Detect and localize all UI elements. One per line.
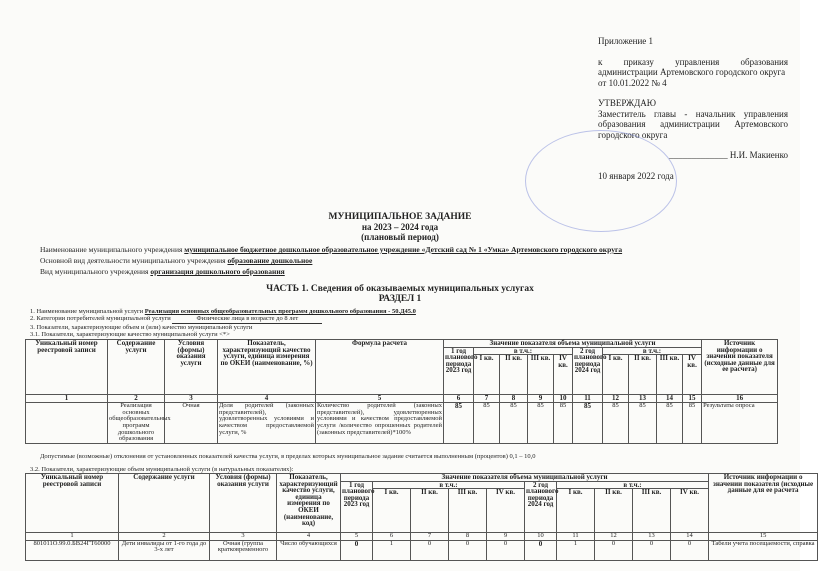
header-source: Источник информации о значении показателя (исходные данные для ее расчета (709, 474, 818, 533)
header-q2: II кв. (411, 489, 449, 533)
column-number: 5 (341, 533, 373, 541)
service-info (30, 308, 416, 339)
column-number: 6 (373, 533, 411, 541)
header-q1: I кв. (557, 489, 595, 533)
header-2024: 2 год планового периода 2024 год (573, 347, 603, 395)
column-number: 14 (671, 533, 709, 541)
cell-value: 85 (603, 403, 629, 444)
approver-signature: _____________ Н.И. Макиенко (669, 150, 788, 160)
activity-label: Основной вид деятельности муниципального учреждения (40, 256, 226, 265)
column-number: 7 (411, 533, 449, 541)
cell-value: 0 (595, 540, 633, 560)
cell-value: 0 (633, 540, 671, 560)
cell-value: 1 (373, 540, 411, 560)
cell-value: 1 (557, 540, 595, 560)
order-text: к приказу управления образования администрации Артемовского городского округа (598, 56, 788, 77)
column-number: 10 (554, 395, 573, 403)
section-3-2-heading: 3.2. Показатели, характеризующие объем муниципальной услуги (в натуральных показателях): (30, 466, 294, 473)
header-q2: II кв. (629, 355, 657, 395)
column-number: 15 (683, 395, 702, 403)
column-number: 1 (26, 533, 119, 541)
deviation-note: Допустимые (возможные) отклонения от установленных показателей качества услуги, в пределах которых муниципальное задание считается выполненным (процентов) 0,1 – 10,0 (40, 453, 536, 460)
cell-source: Табели учета посещаемости, справка (709, 540, 818, 560)
activity-line (40, 256, 312, 265)
column-number: 12 (595, 533, 633, 541)
column-number: 8 (500, 395, 528, 403)
order-date: от 10.01.2022 № 4 (598, 77, 667, 88)
cell-value: 0 (671, 540, 709, 560)
column-number: 4 (277, 533, 341, 541)
institution-name-line (40, 245, 622, 254)
header-incl-2023: в т.ч.: (373, 481, 525, 489)
cell-indicator: Число обучающихся (277, 540, 341, 560)
header-source: Источник информации о значении показателя (исходные данные для ее расчета) (702, 340, 778, 395)
header-q3: III кв. (449, 489, 487, 533)
header-unique: Уникальный номер реестровой записи (26, 340, 108, 395)
title-period: (плановый период) (361, 232, 439, 242)
header-q3: III кв. (657, 355, 683, 395)
header-2024: 2 год планового периода 2024 год (525, 481, 557, 533)
column-number: 13 (629, 395, 657, 403)
column-number: 9 (528, 395, 554, 403)
header-q3: III кв. (633, 489, 671, 533)
header-formula: Формула расчета (316, 340, 444, 395)
header-content: Содержание услуги (119, 474, 210, 533)
cell-formula: Количество родителей (законных представителей), удовлетворенных условиями и качеством предоставляемой услуги /количество опрошенных родителей (законных представителей)*100% (316, 403, 444, 444)
indicators-line: 3. Показатели, характеризующие объем и (или) качество муниципальной услуги (30, 323, 253, 331)
column-number: 5 (316, 395, 444, 403)
column-number: 10 (525, 533, 557, 541)
column-number: 4 (218, 395, 316, 403)
column-number: 1 (26, 395, 108, 403)
approve-date: 10 января 2022 года (598, 170, 674, 181)
cell-value: 85 (629, 403, 657, 444)
column-number: 8 (449, 533, 487, 541)
header-content: Содержание услуги (108, 340, 165, 395)
header-q4: IV кв. (487, 489, 525, 533)
cell-content: Дети инвалиды от 1-го года до 3-х лет (119, 540, 210, 560)
service-name-label: 1. Наименование муниципальной услуги (30, 308, 144, 315)
service-name-line (30, 308, 416, 315)
cell-conditions: Очная (группа кратковременного (210, 540, 277, 560)
cell-value: 0 (525, 540, 557, 560)
header-incl-2024: в т.ч.: (557, 481, 709, 489)
institution-name-value: муниципальное бюджетное дошкольное образовательное учреждение «Детский сад № 1 «Умка» Артемовского городского округа (184, 245, 623, 254)
cell-content: Реализация основных общеобразовательных программ дошкольного образования (109, 402, 171, 443)
consumers-value: Физические лица в возрасте до 8 лет (172, 315, 322, 323)
cell-value: 85 (444, 403, 474, 444)
cell-indicator: Доля родителей (законных представителей), удовлетворенных условиями и качеством предоставляемой услуги, % (218, 403, 316, 444)
column-number: 16 (702, 395, 778, 403)
header-q1: I кв. (373, 489, 411, 533)
approver-position: Заместитель главы - начальник управления образования администрации Артемовского городского округа (598, 108, 788, 140)
institution-type-label: Вид муниципального учреждения (40, 267, 149, 276)
column-number: 11 (557, 533, 595, 541)
cell-value: 85 (554, 403, 573, 444)
column-number: 2 (108, 395, 165, 403)
header-q4: IV кв. (683, 355, 702, 395)
cell-value: 0 (487, 540, 525, 560)
cell-value: 85 (683, 403, 702, 444)
consumers-line (30, 315, 416, 323)
cell-value: 85 (500, 403, 528, 444)
header-q2: II кв. (595, 489, 633, 533)
cell-value: 85 (657, 403, 683, 444)
header-2023: 1 год планового периода 2023 год (444, 347, 474, 395)
cell-value: 85 (474, 403, 500, 444)
header-q3: III кв. (528, 355, 554, 395)
column-number: 3 (165, 395, 218, 403)
header-q2: II кв. (500, 355, 528, 395)
cell-value: 0 (449, 540, 487, 560)
approve-heading: УТВЕРЖДАЮ (598, 98, 657, 108)
appendix-label: Приложение 1 (598, 36, 654, 46)
activity-value: образование дошкольное (227, 256, 313, 265)
header-indicator: Показатель, характеризующий качество услуги, единица измерения по ОКЕИ (наименование, %) (218, 340, 316, 395)
institution-type-value: организация дошкольного образования (150, 267, 285, 276)
header-unique: Уникальный номер реестровой записи (26, 474, 119, 533)
column-number: 3 (210, 533, 277, 541)
header-2023: 1 год планового периода 2023 год (341, 481, 373, 533)
column-number: 7 (474, 395, 500, 403)
column-number: 2 (119, 533, 210, 541)
institution-name-label: Наименование муниципального учреждения (40, 245, 183, 254)
header-value-group: Значение показателя объема муниципальной услуги (341, 474, 709, 482)
table-row (26, 403, 778, 444)
quality-indicators-line: 3.1. Показатели, характеризующие качество муниципальной услуги <*> (30, 331, 230, 339)
section-title: РАЗДЕЛ 1 (378, 294, 422, 304)
header-incl-2023: в т.ч.: (474, 347, 573, 355)
cell-unique (26, 403, 108, 444)
institution-type-line (40, 267, 285, 276)
header-value-group: Значение показателя объема муниципальной услуги (444, 340, 702, 348)
cell-value: 0 (341, 540, 373, 560)
page-title: МУНИЦИПАЛЬНОЕ ЗАДАНИЕ (328, 212, 472, 222)
header-incl-2024: в т.ч.: (603, 347, 702, 355)
service-name-value: Реализация основных общеобразовательных программ дошкольного образования - 50.Д45.0 (144, 308, 416, 315)
cell-source: Результаты опроса (702, 403, 778, 444)
header-q4: IV кв. (554, 355, 573, 395)
column-number: 14 (657, 395, 683, 403)
part-title: ЧАСТЬ 1. Сведения об оказываемых муниципальных услугах (266, 284, 534, 294)
column-number: 13 (633, 533, 671, 541)
header-indicator: Показатель, характеризующий качество услуги, единица измерения по ОКЕИ (наименование, код) (277, 474, 341, 533)
cell-value: 85 (573, 403, 603, 444)
column-number: 15 (709, 533, 818, 541)
quality-table (25, 339, 778, 444)
cell-value: 85 (528, 403, 554, 444)
cell-unique: 801011О.99.0.БВ24ГТ60000 (26, 540, 119, 560)
column-number: 6 (444, 395, 474, 403)
title-block (0, 212, 800, 242)
column-number: 12 (603, 395, 629, 403)
header-conditions: Условия (формы) оказания услуги (165, 340, 218, 395)
cell-conditions: Очная (165, 403, 218, 444)
header-q1: I кв. (603, 355, 629, 395)
column-number: 11 (573, 395, 603, 403)
table-row (26, 540, 818, 560)
header-q4: IV кв. (671, 489, 709, 533)
volume-table (25, 473, 818, 561)
header-q1: I кв. (474, 355, 500, 395)
cell-value: 0 (411, 540, 449, 560)
header-conditions: Условия (формы) оказания услуги (210, 474, 277, 533)
consumers-label: 2. Категории потребителей муниципальной услуги (30, 315, 171, 323)
part-heading (0, 284, 800, 304)
column-number: 9 (487, 533, 525, 541)
title-years: на 2023 – 2024 года (361, 222, 439, 232)
